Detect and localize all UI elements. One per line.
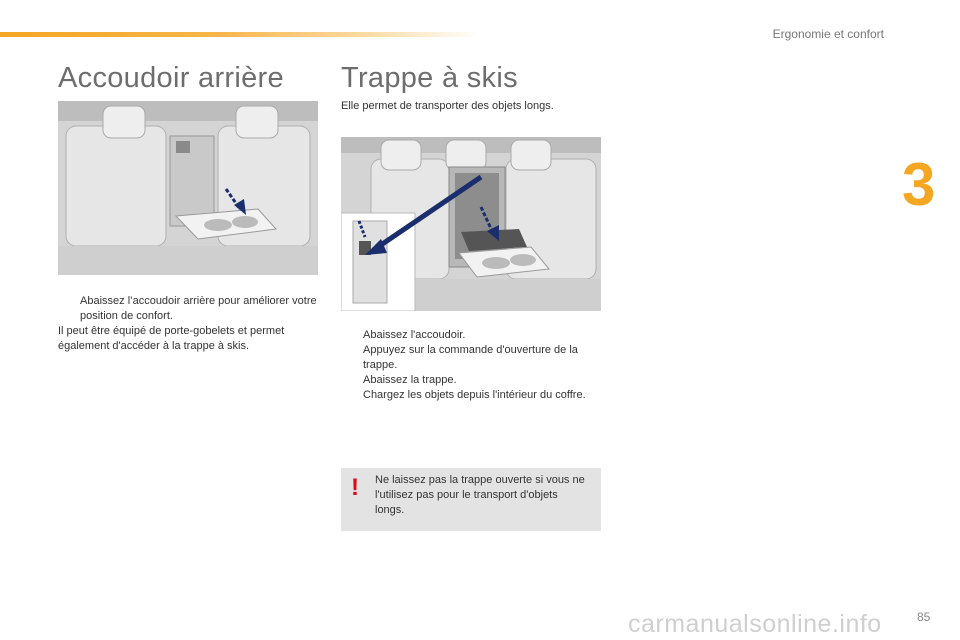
page-number: 85 — [917, 610, 931, 624]
list-item — [341, 388, 603, 403]
watermark: carmanualsonline.info — [628, 610, 882, 638]
left-text — [58, 294, 320, 354]
warning-text: Ne laissez pas la trappe ouverte si vous ne l'utilisez pas pour le transport d'objets longs. — [375, 474, 585, 516]
bullet-icon — [341, 328, 363, 343]
list-item — [58, 294, 320, 324]
bullet-text: Abaissez la trappe. — [363, 374, 457, 386]
chapter-number: 3 — [902, 151, 936, 218]
accent-bar — [0, 32, 480, 37]
section-header: Ergonomie et confort — [772, 27, 884, 41]
right-steps — [341, 328, 603, 403]
right-title: Trappe à skis — [341, 62, 518, 94]
exclamation-icon: ! — [351, 474, 359, 501]
warning-box — [341, 468, 601, 531]
bullet-text: Appuyez sur la commande d'ouverture de la trappe. — [363, 344, 578, 371]
left-title: Accoudoir arrière — [58, 62, 284, 94]
ski-hatch-photo — [341, 137, 601, 311]
intro-text: Elle permet de transporter des objets longs. — [341, 100, 554, 112]
list-item — [341, 373, 603, 388]
bullet-icon — [58, 294, 80, 324]
list-item — [341, 343, 603, 373]
left-paragraph: Il peut être équipé de porte-gobelets et permet également d'accéder à la trappe à skis. — [58, 325, 285, 352]
bullet-text: Abaissez l’accoudoir arrière pour améliorer votre position de confort. — [80, 295, 317, 322]
armrest-photo — [58, 101, 318, 275]
bullet-text: Chargez les objets depuis l'intérieur du coffre. — [363, 389, 586, 401]
list-item — [341, 328, 603, 343]
bullet-text: Abaissez l'accoudoir. — [363, 329, 466, 341]
bullet-icon — [341, 388, 363, 403]
bullet-icon — [341, 343, 363, 373]
bullet-icon — [341, 373, 363, 388]
